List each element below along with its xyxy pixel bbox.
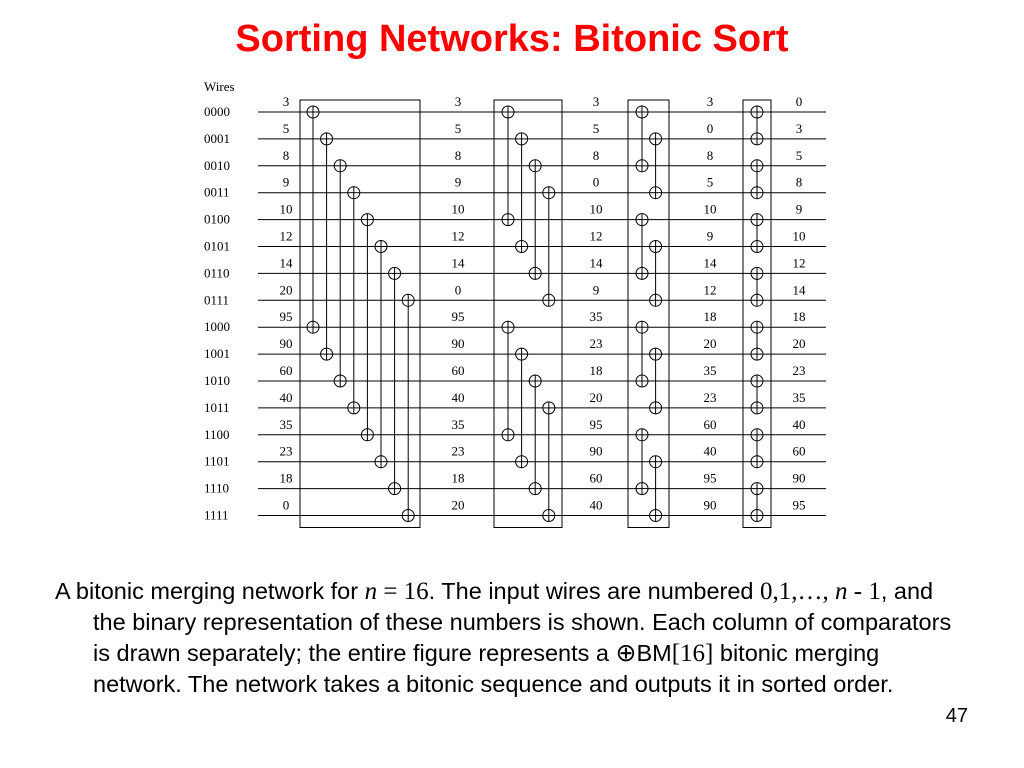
wire-value: 40 [703, 443, 717, 459]
figure-caption [55, 576, 963, 700]
caption-bm-arg: [16] [671, 640, 714, 667]
wire-value: 8 [454, 147, 462, 163]
wire-value: 90 [589, 443, 603, 459]
caption-text-1: A bitonic merging network for [55, 578, 365, 604]
wire-value: 90 [279, 336, 293, 352]
wire-value: 14 [703, 255, 717, 271]
wire-value: 35 [589, 309, 603, 325]
comparators [307, 106, 763, 522]
wire-label: 1111 [204, 507, 229, 523]
wire-value: 10 [451, 201, 465, 217]
wire-value: 95 [589, 416, 603, 432]
wire-label: 1100 [204, 426, 230, 442]
wire-value: 5 [592, 120, 600, 136]
wire-value: 10 [589, 201, 603, 217]
caption-text-2: . The input wires are numbered [428, 578, 761, 604]
caption-bm: BM [636, 640, 672, 666]
wire-value: 3 [706, 94, 714, 109]
wire-value: 40 [589, 497, 603, 513]
wire-label: 1110 [204, 480, 230, 496]
wire-value: 0 [282, 497, 290, 513]
wire-value: 12 [703, 282, 717, 298]
wire-value: 14 [589, 255, 603, 271]
wire-value: 40 [792, 416, 806, 432]
wire-value: 14 [451, 255, 465, 271]
wire-label: 0111 [204, 292, 230, 308]
wire-label: 1010 [204, 373, 230, 388]
wire-value: 12 [451, 228, 465, 244]
wire-value: 12 [589, 228, 603, 244]
wire-value: 5 [706, 174, 714, 190]
wire-value: 8 [706, 147, 714, 163]
wire-value: 90 [703, 497, 717, 513]
bitonic-merge-diagram [0, 75, 1024, 545]
wire-value: 9 [795, 201, 803, 217]
wire-value: 5 [454, 120, 462, 136]
wire-value: 95 [792, 497, 806, 513]
wire-value: 12 [279, 228, 293, 244]
wire-value: 60 [703, 416, 717, 432]
wire-value: 0 [706, 120, 714, 136]
wire-value: 23 [451, 443, 465, 459]
wire-value: 10 [279, 201, 293, 217]
wire-value: 10 [703, 201, 717, 217]
wire-value: 23 [703, 389, 717, 405]
wire-value: 23 [792, 363, 806, 378]
wire-value: 10 [792, 228, 806, 244]
wire-value: 20 [451, 497, 465, 513]
wire-value: 35 [703, 363, 717, 378]
wire-value: 18 [792, 309, 806, 325]
wire-value: 40 [451, 389, 465, 405]
stage-box [628, 100, 669, 528]
wire-value: 5 [282, 120, 290, 136]
wire-value: 3 [592, 94, 600, 109]
wire-label: 0110 [204, 265, 230, 281]
wire-value: 3 [795, 120, 803, 136]
wire-value: 14 [792, 282, 806, 298]
wire-value: 0 [454, 282, 462, 298]
wire-label: 0100 [204, 211, 230, 227]
wire-value: 23 [589, 336, 603, 352]
wire-value: 35 [792, 389, 806, 405]
wire-label: 0011 [204, 184, 230, 200]
stage-box [494, 100, 562, 528]
caption-text-3: , and the binary representation of these numbers is shown. Each column of comparators is drawn separately; the entire figure represents a [93, 578, 952, 666]
wire-label: 0101 [204, 238, 230, 254]
wire-value: 95 [451, 309, 465, 325]
wire-value: 35 [451, 416, 465, 432]
caption-n-equals: = 16 [377, 578, 429, 605]
wire-label: 0001 [204, 130, 230, 146]
page-number: 47 [945, 705, 968, 727]
wire-value: 35 [279, 416, 293, 432]
wire-value: 14 [279, 255, 293, 271]
wire-value: 20 [703, 336, 717, 352]
stage-box [300, 100, 420, 528]
wire-label: 0000 [204, 104, 230, 119]
wire-value: 90 [451, 336, 465, 352]
caption-range: 0,1,…, [760, 578, 836, 605]
wire-value: 8 [592, 147, 600, 163]
caption-n-variable: n [364, 578, 378, 605]
slide-title: Sorting Networks: Bitonic Sort [235, 18, 789, 60]
wire-value: 18 [279, 470, 293, 486]
wire-value: 95 [703, 470, 717, 486]
wire-value: 18 [703, 309, 717, 325]
wire-label: 1011 [204, 399, 230, 415]
wire-labels [204, 79, 235, 523]
wire-value: 20 [279, 282, 293, 298]
caption-n-variable-2: n [835, 578, 848, 605]
wire-label: 1101 [204, 453, 230, 469]
wire-value: 90 [792, 470, 806, 486]
wire-lines [258, 112, 826, 516]
wire-value: 0 [592, 174, 600, 190]
wire-value: 5 [795, 147, 803, 163]
wire-value: 60 [589, 470, 603, 486]
wire-value: 9 [282, 174, 290, 190]
wire-value: 12 [792, 255, 806, 271]
wire-value: 23 [279, 443, 293, 459]
wire-value: 40 [279, 389, 293, 405]
wire-label: 0010 [204, 157, 230, 173]
wire-value: 60 [792, 443, 806, 459]
wire-label: 1001 [204, 346, 230, 362]
wire-value: 60 [279, 363, 293, 378]
wire-value: 8 [795, 174, 803, 190]
wires-header: Wires [204, 79, 235, 94]
wire-value: 3 [282, 94, 290, 109]
wire-value: 3 [454, 94, 462, 109]
wire-value: 8 [282, 147, 290, 163]
wire-value: 20 [792, 336, 806, 352]
wire-value: 60 [451, 363, 465, 378]
wire-value: 9 [706, 228, 714, 244]
wire-value: 20 [589, 389, 603, 405]
wire-value: 0 [795, 94, 803, 109]
wire-value: 18 [451, 470, 465, 486]
wire-value: 18 [589, 363, 603, 378]
wire-value: 9 [454, 174, 462, 190]
value-columns [280, 94, 807, 513]
wire-value: 95 [279, 309, 293, 325]
wire-label: 1000 [204, 319, 230, 335]
wire-value: 9 [592, 282, 600, 298]
oplus-symbol: ⊕ [615, 640, 637, 667]
caption-text-4: bitonic merging network. The network takes a bitonic sequence and outputs it in sorted order. [93, 640, 894, 697]
caption-minus-one: - 1 [847, 578, 881, 605]
